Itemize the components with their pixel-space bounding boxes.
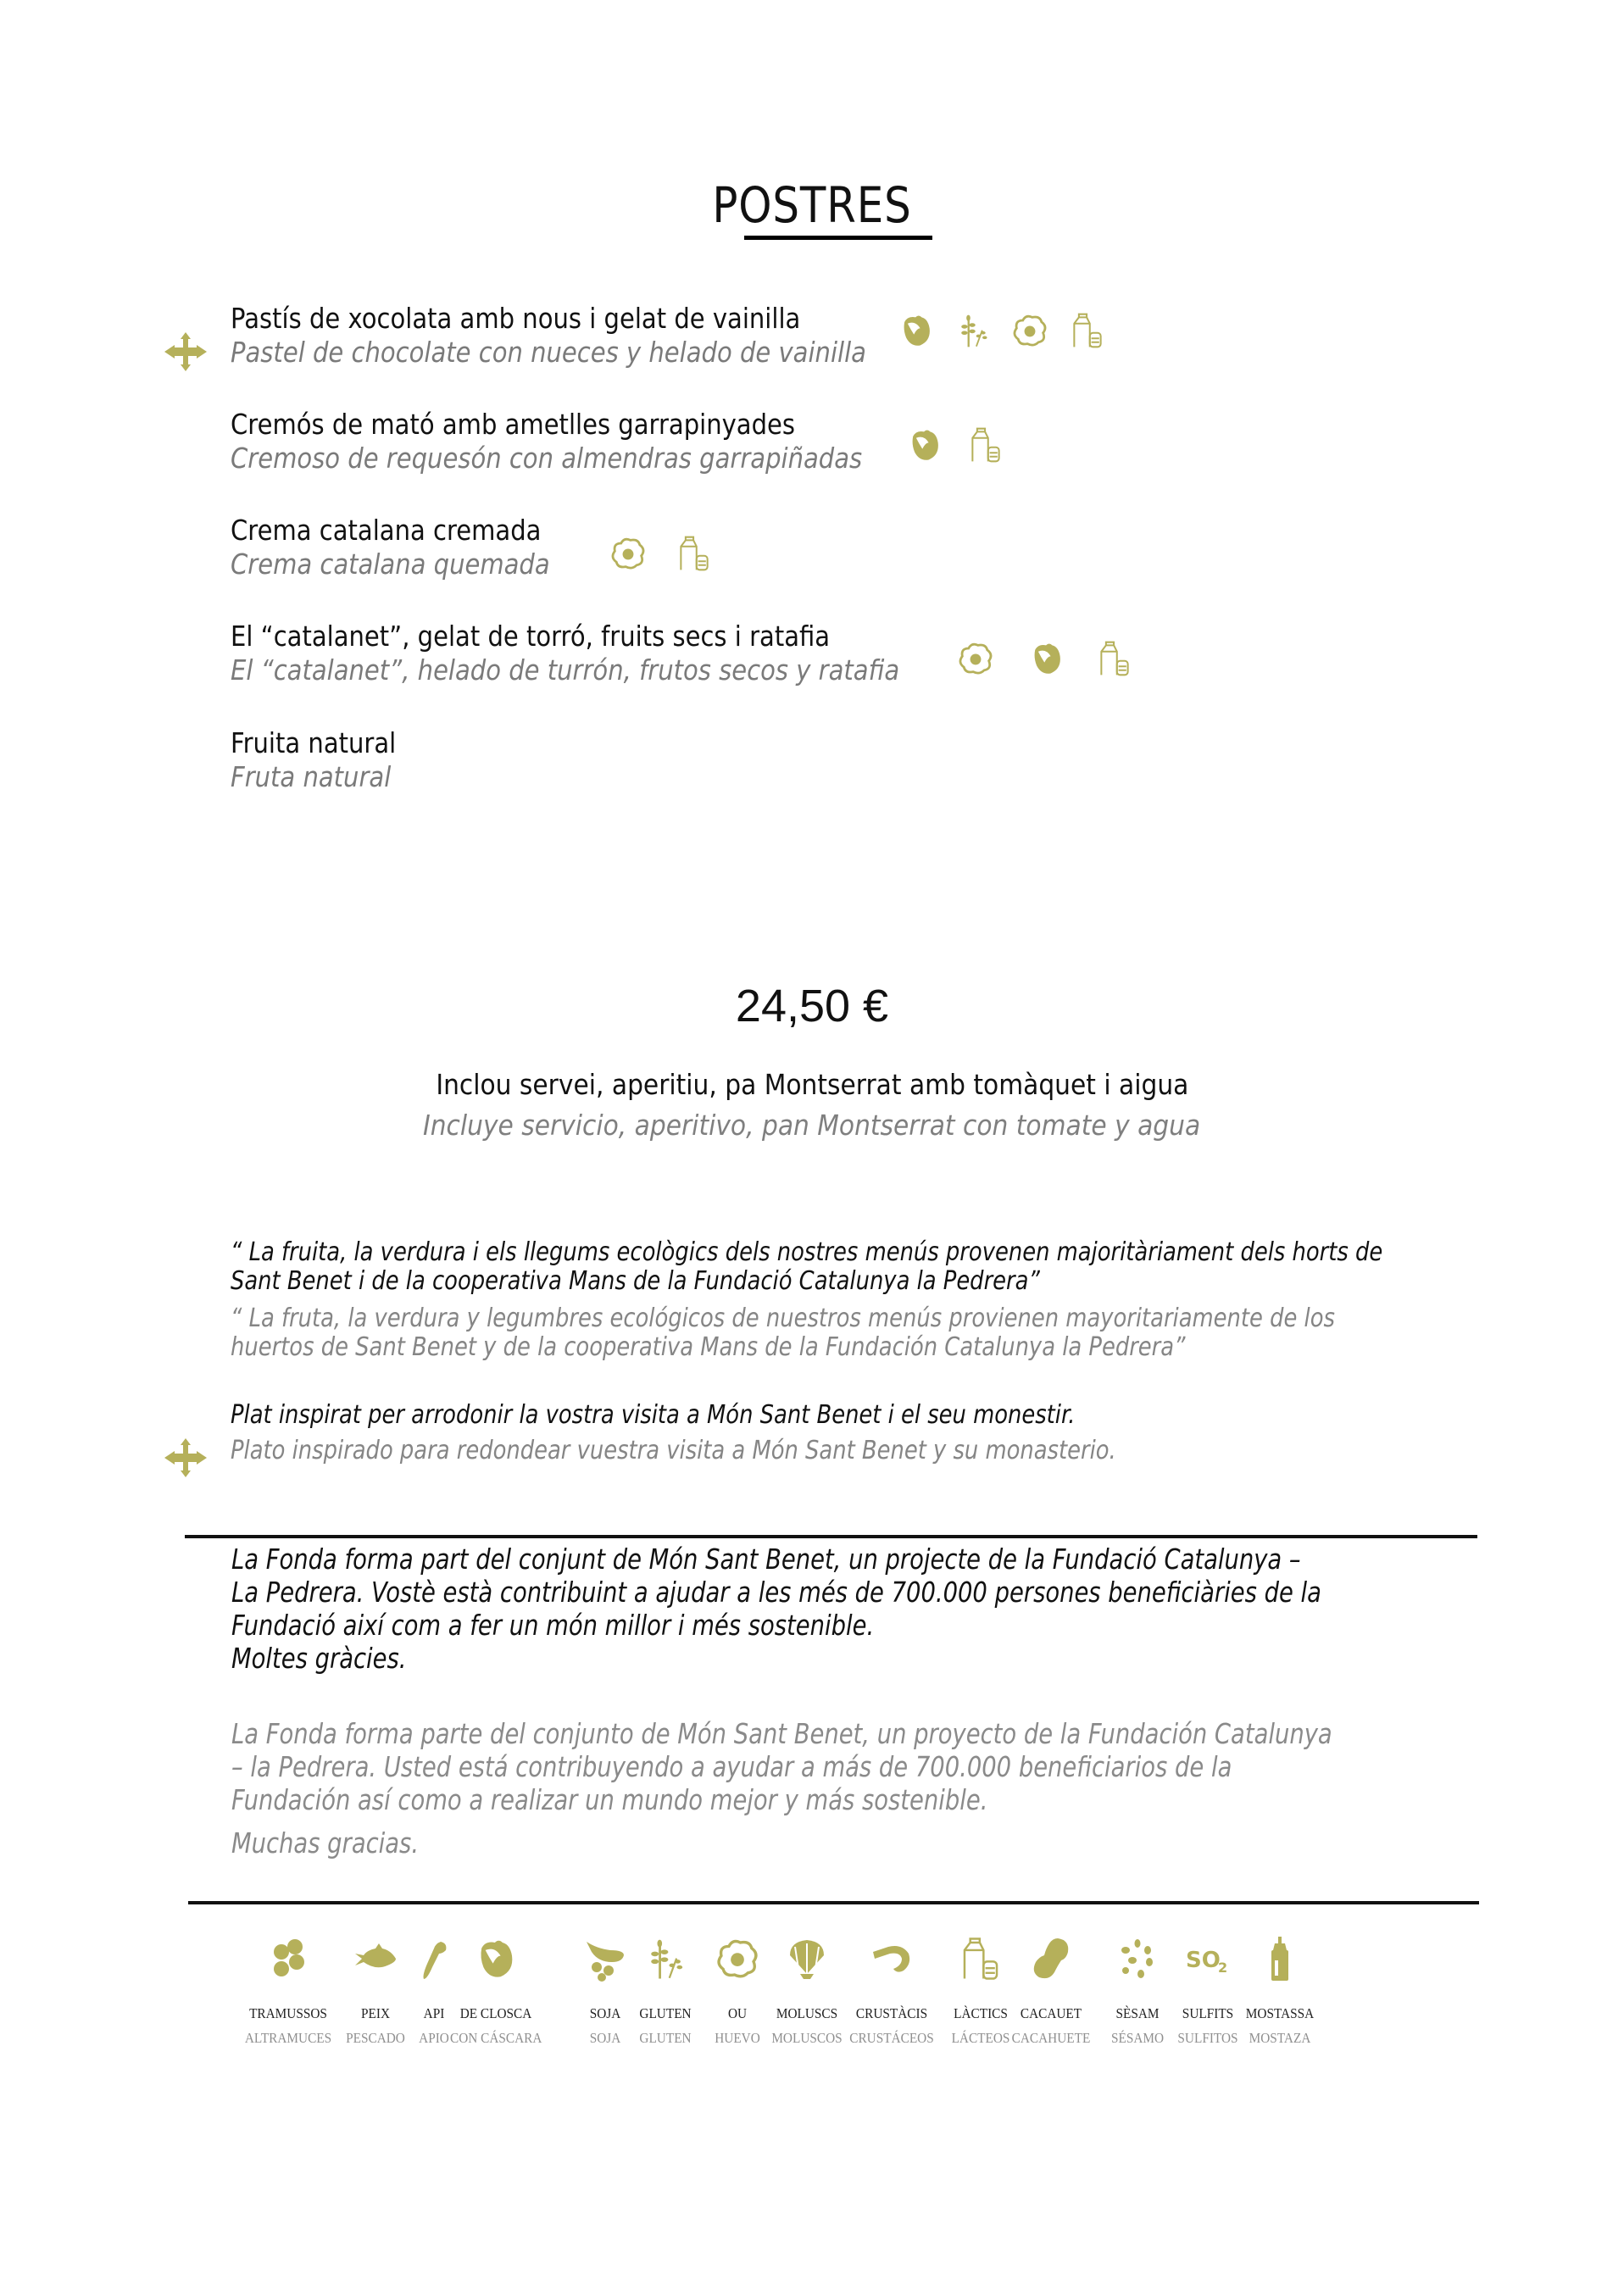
allergen-label-es: LÁCTEOS	[951, 2030, 1010, 2046]
allergen-label-es: SÉSAMO	[1110, 2030, 1165, 2046]
signature-note-es: Plato inspirado para redondear vuestra visita a Món Sant Benet y su monasterio.	[231, 1436, 1116, 1465]
allergen-label-es: PESCADO	[346, 2030, 405, 2046]
quote-ca-line-2: Sant Benet i de la cooperativa Mans de la Fundació Catalunya la Pedrera”	[231, 1266, 1040, 1296]
allergen-label-ca: API	[423, 2005, 445, 2021]
allergen-label-ca: SOJA	[589, 2005, 621, 2021]
allergen-legend-item	[445, 1932, 547, 2047]
divider-top	[185, 1535, 1477, 1538]
allergen-label-es: APIO	[419, 2030, 449, 2046]
allergen-legend-item	[1229, 1932, 1331, 2047]
foundation-es	[231, 1717, 1452, 1860]
allergen-label-ca: CRUSTÀCIS	[855, 2005, 928, 2021]
egg-icon	[956, 637, 995, 680]
foundation-es-line-3: Fundación así como a realizar un mundo mejor y más sostenible.	[231, 1783, 988, 1816]
allergen-legend-item	[841, 1932, 943, 2047]
egg-icon	[609, 532, 648, 575]
allergen-legend	[246, 1932, 1475, 2060]
egg-icon	[1010, 309, 1049, 352]
mustard-icon	[1256, 1932, 1304, 1985]
allergen-label-es: GLUTEN	[639, 2030, 692, 2046]
nut-icon	[472, 1932, 520, 1985]
allergen-label-es: CRUSTÁCEOS	[849, 2030, 934, 2046]
svg-text:SO: SO	[1186, 1948, 1221, 1973]
dairy-icon	[1095, 637, 1134, 680]
dish-4-translation: El “catalanet”, helado de turrón, frutos secos y ratafia	[231, 653, 900, 687]
quote-es-line-2: huertos de Sant Benet y de la cooperativa Mans de la Fundación Catalunya la Pedrera”	[231, 1332, 1186, 1362]
quote-es-line-1: “ La fruta, la verdura y legumbres ecológicos de nuestros menús provienen mayoritariamente de los	[231, 1304, 1335, 1333]
sulphite-icon	[1184, 1932, 1232, 1985]
foundation-es-line-2: – la Pedrera. Usted está contribuyendo a ayudar a más de 700.000 beneficiarios de la	[231, 1750, 1232, 1783]
allergen-label-ca: MOLUSCS	[776, 2005, 838, 2021]
allergen-label-ca: SULFITS	[1182, 2005, 1234, 2021]
signature-cross-icon	[164, 1438, 207, 1477]
dairy-icon	[966, 424, 1005, 466]
includes-ca: Inclou servei, aperitiu, pa Montserrat amb tomàquet i aigua	[435, 1068, 1189, 1101]
allergen-label-ca: SÈSAM	[1115, 2005, 1160, 2021]
allergen-label-ca: PEIX	[360, 2005, 391, 2021]
allergen-label-ca: CACAUET	[1020, 2005, 1082, 2021]
dish-4-name: El “catalanet”, gelat de torró, fruits secs i ratafia	[231, 620, 831, 653]
nut-icon	[897, 309, 936, 352]
foundation-ca-line-1: La Fonda forma part del conjunt de Món Sant Benet, un projecte de la Fundació Catalunya –	[231, 1543, 1301, 1576]
dairy-icon	[1068, 309, 1107, 352]
allergen-label-ca: LÀCTICS	[954, 2005, 1008, 2021]
mollusc-icon	[783, 1932, 831, 1985]
dish-5-name: Fruita natural	[231, 726, 397, 759]
allergen-label-es: SULFITOS	[1177, 2030, 1238, 2046]
dairy-icon	[675, 532, 714, 575]
nut-icon	[1027, 637, 1066, 680]
peanut-icon	[1027, 1932, 1075, 1985]
allergen-label-es: CON CÁSCARA	[450, 2030, 542, 2046]
lupin-icon	[264, 1932, 312, 1985]
allergen-label-ca: TRAMUSSOS	[249, 2005, 327, 2021]
allergen-legend-item	[237, 1932, 339, 2047]
gluten-icon	[954, 309, 993, 352]
allergen-label-es: MOLUSCOS	[771, 2030, 843, 2046]
allergen-label-es: SOJA	[589, 2030, 621, 2046]
dish-2-translation: Cremoso de requesón con almendras garrapiñadas	[231, 442, 863, 475]
signature-cross-icon	[164, 332, 207, 371]
dish-2-name: Cremós de mató amb ametlles garrapinyades	[231, 408, 796, 441]
foundation-ca-line-4: Moltes gràcies.	[231, 1642, 407, 1675]
allergen-label-es: ALTRAMUCES	[244, 2030, 332, 2046]
foundation-es-thanks: Muchas gracias.	[231, 1826, 420, 1860]
foundation-ca	[231, 1543, 1452, 1675]
allergen-label-es: MOSTAZA	[1249, 2030, 1311, 2046]
allergen-label-es: CACAHUETE	[1011, 2030, 1091, 2046]
sesame-icon	[1114, 1932, 1161, 1985]
includes-es: Incluye servicio, aperitivo, pan Montserrat con tomate y agua	[423, 1109, 1201, 1142]
allergen-label-ca: GLUTEN	[639, 2005, 692, 2021]
allergen-label-ca: OU	[727, 2005, 748, 2021]
svg-text:2: 2	[1218, 1960, 1228, 1976]
dairy-icon	[957, 1932, 1004, 1985]
egg-icon	[714, 1932, 761, 1985]
nut-icon	[905, 424, 944, 466]
page-title: POSTRES	[712, 176, 912, 234]
title-underline	[744, 236, 932, 240]
signature-note-ca: Plat inspirat per arrodonir la vostra visita a Món Sant Benet i el seu monestir.	[231, 1400, 1076, 1430]
allergen-label-ca: DE CLOSCA	[459, 2005, 532, 2021]
dish-3-name: Crema catalana cremada	[231, 514, 542, 547]
allergen-label-es: HUEVO	[715, 2030, 760, 2046]
dish-1-translation: Pastel de chocolate con nueces y helado de vainilla	[231, 336, 866, 369]
quote-ca-line-1: “ La fruita, la verdura i els llegums ecològics dels nostres menús provenen majoritàriament dels horts de	[231, 1237, 1383, 1267]
crustacean-icon	[868, 1932, 915, 1985]
dish-3-translation: Crema catalana quemada	[231, 548, 550, 581]
gluten-icon	[642, 1932, 689, 1985]
foundation-ca-line-3: Fundació així com a fer un món millor i més sostenible.	[231, 1609, 875, 1642]
divider-bottom	[188, 1901, 1479, 1904]
foundation-ca-line-2: La Pedrera. Vostè està contribuint a ajudar a les més de 700.000 persones beneficiàries de la	[231, 1576, 1321, 1609]
menu-price: 24,50 €	[735, 981, 889, 1031]
dish-5-translation: Fruta natural	[231, 760, 392, 793]
dish-1-name: Pastís de xocolata amb nous i gelat de vainilla	[231, 302, 801, 335]
foundation-es-line-1: La Fonda forma parte del conjunto de Món Sant Benet, un proyecto de la Fundación Catalunya	[231, 1717, 1332, 1750]
allergen-label-ca: MOSTASSA	[1245, 2005, 1315, 2021]
